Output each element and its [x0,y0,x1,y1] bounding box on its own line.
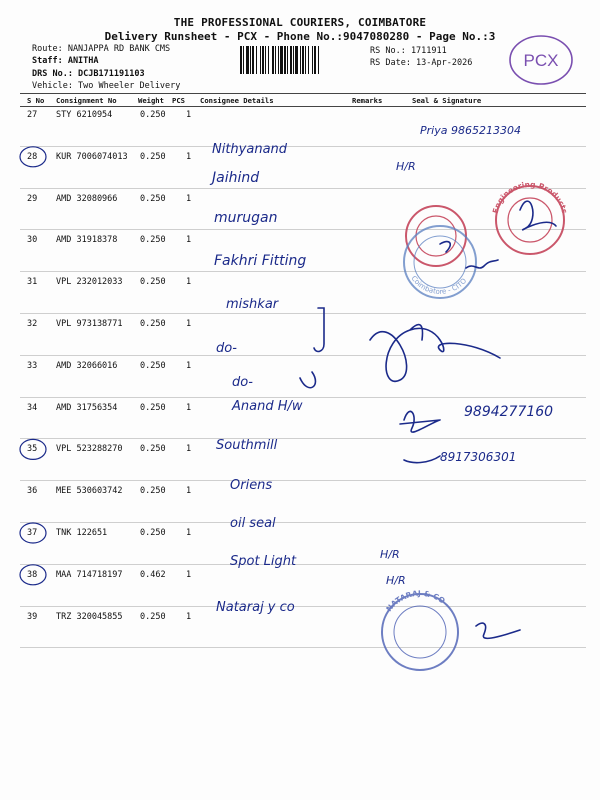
svg-text:Coimbatore - CITO [410,274,469,295]
handwritten-consignee: do- [232,374,253,390]
row-consignment-no: MAA 714718197 [56,569,123,580]
row-weight: 0.250 [140,151,166,162]
row-sno: 34 [27,402,38,413]
row-sno: 29 [27,193,38,204]
row-sno: 27 [27,110,38,120]
drs-label: DRS No.: DCJB171191103 [32,69,145,79]
table-bottom-rule [20,647,586,648]
handwritten-consignee: Southmill [216,438,278,454]
row-consignment-no: AMD 32066016 [56,360,118,371]
row-sno: 38 [27,569,38,580]
row-consignment-no: TNK 122651 [56,528,108,538]
sig-note-38: H/R [386,574,406,587]
handwritten-consignee: Anand H/w [232,398,303,414]
row-weight: 0.462 [140,569,166,580]
row-pcs: 1 [186,110,192,120]
row-weight: 0.250 [140,486,166,497]
row-pcs: 1 [186,444,192,455]
row-pcs: 1 [186,277,192,288]
handwritten-consignee: mishkar [226,297,279,313]
handwritten-consignee: oil seal [230,516,276,531]
row-divider [20,355,586,356]
row-consignment-no: MEE 530603742 [56,486,123,497]
col-consignee: Consignee Details [200,96,274,105]
handwritten-consignee: Nithyanand [212,142,288,157]
sig-note-28: H/R [396,160,416,173]
row-sno: 31 [27,277,38,288]
col-remarks: Remarks [352,96,383,105]
row-consignment-no: KUR 7006074013 [56,151,128,162]
row-pcs: 1 [186,402,192,413]
row-pcs: 1 [186,319,192,329]
row-sno: 28 [27,151,38,162]
row-sno: 32 [27,319,38,329]
row-consignment-no: AMD 31918378 [56,235,118,246]
row-weight: 0.250 [140,110,166,120]
row-consignment-no: TRZ 320045855 [56,611,123,622]
vehicle-label: Vehicle: Two Wheeler Delivery [32,81,181,91]
barcode-image [240,46,364,74]
blue-round-stamp [404,226,476,298]
svg-text:Engineering Products [491,180,570,215]
row-weight: 0.250 [140,402,166,413]
engineering-stamp-text: Engineering Products [490,179,570,215]
row-sno: 39 [27,611,38,622]
row-weight: 0.250 [140,235,166,246]
row-pcs: 1 [186,360,192,371]
row-pcs: 1 [186,235,192,246]
row-consignment-no: VPL 523288270 [56,444,123,455]
nataraj-stamp-text: NATARAJ & CO [384,588,447,614]
row-divider [20,564,586,565]
row-divider [20,397,586,398]
row-weight: 0.250 [140,277,166,288]
rs-number: RS No.: 1711911 [370,46,447,56]
table-top-rule [20,93,586,94]
row-consignment-no: AMD 31756354 [56,402,118,413]
col-weight: Weight [138,96,164,105]
row-consignment-no: VPL 973138771 [56,319,123,329]
col-pcs: PCS [172,96,185,105]
col-seal-signature: Seal & Signature [412,96,482,105]
row-pcs: 1 [186,528,192,538]
sig-note-27: Priya 9865213304 [420,124,521,137]
handwritten-consignee: do- [216,341,237,356]
engineering-stamp [406,180,569,266]
handwritten-consignee: Jaihind [212,169,260,186]
handwritten-consignee: Oriens [230,478,273,494]
pcx-stamp-text: PCX [523,51,559,70]
row-divider [20,146,586,147]
row-sno: 30 [27,235,38,246]
sig-note-37: H/R [380,548,400,561]
row-pcs: 1 [186,611,192,622]
row-divider [20,480,586,481]
row-consignment-no: AMD 32080966 [56,193,118,204]
col-consignment: Consignment No [56,96,117,105]
handwritten-consignee: Spot Light [230,553,297,569]
sig-note-35: 8917306301 [440,450,517,464]
row-divider [20,229,586,230]
handwritten-consignee: murugan [214,209,278,226]
row-pcs: 1 [186,193,192,204]
svg-text:NATARAJ & CO [384,589,446,613]
pcx-stamp [506,32,576,88]
row-weight: 0.250 [140,360,166,371]
handwritten-consignee: Fakhri Fitting [214,253,307,270]
row-sno: 33 [27,360,38,371]
row-pcs: 1 [186,151,192,162]
row-divider [20,313,586,314]
rs-date: RS Date: 13-Apr-2026 [370,58,473,68]
row-consignment-no: VPL 232012033 [56,277,123,288]
row-divider [20,522,586,523]
col-sno: S No [27,96,45,105]
row-divider [20,271,586,272]
row-sno: 36 [27,486,38,497]
nataraj-stamp [382,589,458,670]
row-pcs: 1 [186,569,192,580]
sig-note-34: 9894277160 [464,404,554,420]
row-divider [20,606,586,607]
row-weight: 0.250 [140,611,166,622]
handwritten-consignee: Nataraj y co [216,599,295,615]
row-weight: 0.250 [140,319,166,329]
row-consignment-no: STY 6210954 [56,110,113,120]
row-pcs: 1 [186,486,192,497]
row-weight: 0.250 [140,444,166,455]
row-sno: 35 [27,444,38,455]
row-weight: 0.250 [140,193,166,204]
row-sno: 37 [27,528,38,538]
row-divider [20,438,586,439]
row-divider [20,188,586,189]
blue-stamp-text: Coimbatore - CITO [409,274,469,296]
staff-label: Staff: ANITHA [32,56,99,66]
table-header-rule [20,106,586,107]
route-label: Route: NANJAPPA RD BANK CMS [32,44,171,54]
company-name: THE PROFESSIONAL COURIERS, COIMBATORE [173,16,427,29]
row-weight: 0.250 [140,528,166,538]
runsheet-subtitle: Delivery Runsheet - PCX - Phone No.:9047080280 - Page No.:3 [104,30,496,43]
